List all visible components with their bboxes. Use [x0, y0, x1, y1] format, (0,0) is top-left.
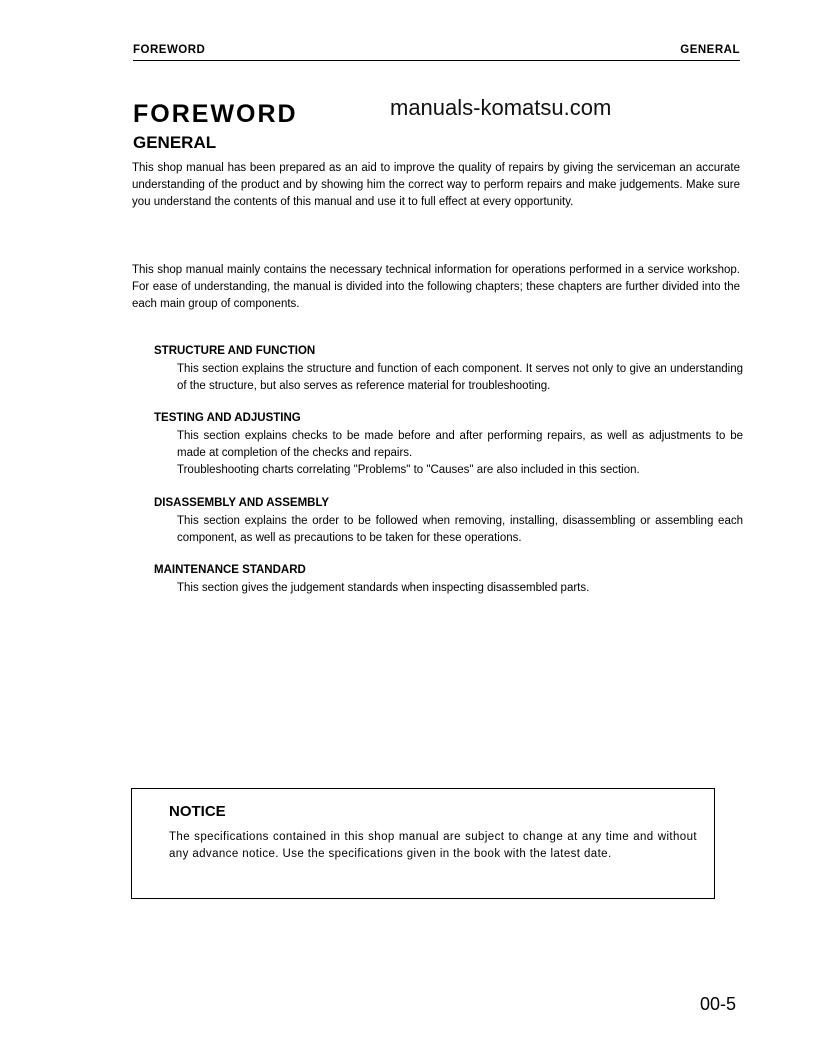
section-text: This section gives the judgement standards when inspecting disassembled parts. [177, 582, 590, 594]
intro-paragraph-1: This shop manual has been prepared as an aid to improve the quality of repairs by giving the serviceman an accurate understanding of the product and by showing him the correct way to perform repairs and make judgements. Make sure you understand the contents of this manual and use it to full effect at every opportunity. [132, 162, 740, 208]
section-body-maintenance [177, 580, 743, 597]
notice-body: The specifications contained in this shop manual are subject to change at any time and without any advance notice. Use the specifications given in the book with the latest date. [169, 831, 697, 860]
section-text: This section explains the structure and function of each component. It serves not only to give an understanding of the structure, but also serves as reference material for troubleshooting. [177, 363, 743, 392]
section-title-testing: TESTING AND ADJUSTING [154, 412, 301, 424]
page-number: 00-5 [700, 994, 737, 1014]
header-rule [133, 60, 740, 61]
page-subtitle: GENERAL [133, 133, 217, 152]
running-header-left: FOREWORD [133, 44, 206, 56]
section-text: This section explains the order to be followed when removing, installing, disassembling or assembling each component, as well as precautions to be taken for these operations. [177, 515, 743, 544]
intro-paragraph-2: This shop manual mainly contains the necessary technical information for operations performed in a service workshop. For ease of understanding, the manual is divided into the following chapters; these chapters are further divided into the each main group of components. [132, 264, 740, 310]
page-title: FOREWORD [133, 100, 298, 128]
running-header-right: GENERAL [680, 44, 740, 56]
section-title-disassembly: DISASSEMBLY AND ASSEMBLY [154, 497, 330, 509]
section-body-structure [177, 361, 743, 395]
notice-title: NOTICE [169, 803, 226, 820]
section-text: This section explains checks to be made before and after performing repairs, as well as adjustments to be made at completion of the checks and repairs. [177, 430, 743, 459]
section-text: Troubleshooting charts correlating "Problems" to "Causes" are also included in this section. [177, 464, 640, 476]
section-title-maintenance: MAINTENANCE STANDARD [154, 564, 306, 576]
section-body-testing [177, 428, 743, 479]
watermark: manuals-komatsu.com [390, 95, 612, 120]
section-body-disassembly [177, 513, 743, 547]
section-title-structure: STRUCTURE AND FUNCTION [154, 345, 316, 357]
